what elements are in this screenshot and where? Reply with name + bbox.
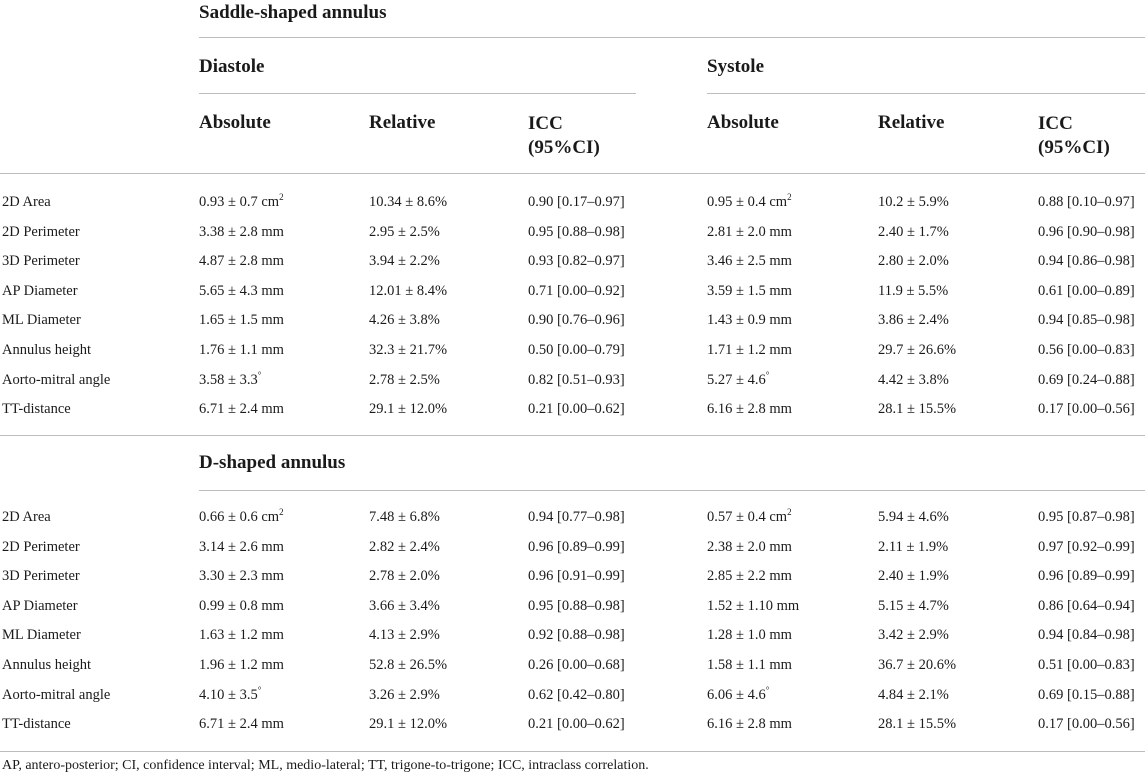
cell-s-icc: 0.17 [0.00–0.56] xyxy=(1038,401,1135,418)
unit-superscript: ° xyxy=(765,369,770,380)
header-diastole-relative: Relative xyxy=(369,112,436,133)
cell-s-abs: 6.16 ± 2.8 mm xyxy=(707,716,792,733)
cell-d-rel: 32.3 ± 21.7% xyxy=(369,342,448,358)
row-label: AP Diameter xyxy=(2,597,78,614)
header-systole-relative: Relative xyxy=(878,112,945,133)
cell-d-rel: 3.94 ± 2.2% xyxy=(369,253,440,270)
cell-s-icc: 0.69 [0.24–0.88] xyxy=(1038,371,1135,388)
cell-s-abs: 2.81 ± 2.0 mm xyxy=(707,223,792,240)
row-label: 3D Perimeter xyxy=(2,253,80,270)
cell-d-icc: 0.96 [0.89–0.99] xyxy=(528,538,625,555)
cell-d-abs: 6.71 ± 2.4 mm xyxy=(199,716,284,733)
cell-s-rel: 28.1 ± 15.5% xyxy=(878,401,957,418)
unit-superscript: 2 xyxy=(279,192,284,203)
cell-s-rel: 2.40 ± 1.7% xyxy=(878,223,949,240)
cell-d-icc: 0.21 [0.00–0.62] xyxy=(528,401,625,418)
rule-section-divider xyxy=(0,435,1145,436)
cell-s-rel: 29.7 ± 26.6% xyxy=(878,342,957,358)
cell-d-rel: 12.01 ± 8.4% xyxy=(369,282,448,299)
cell-s-abs: 3.46 ± 2.5 mm xyxy=(707,253,792,270)
cell-d-rel: 52.8 ± 26.5% xyxy=(369,657,448,673)
row-label: 3D Perimeter xyxy=(2,568,80,585)
cell-d-rel: 7.48 ± 6.8% xyxy=(369,509,440,525)
cell-s-abs: 2.38 ± 2.0 mm xyxy=(707,538,792,555)
row-label: Annulus height xyxy=(2,342,92,358)
cell-d-rel: 29.1 ± 12.0% xyxy=(369,401,448,418)
cell-s-abs: 1.58 ± 1.1 mm xyxy=(707,657,792,673)
cell-s-rel: 11.9 ± 5.5% xyxy=(878,282,949,299)
cell-d-abs: 3.30 ± 2.3 mm xyxy=(199,568,284,585)
cell-s-rel: 2.40 ± 1.9% xyxy=(878,568,949,585)
row-label: ML Diameter xyxy=(2,312,81,329)
cell-d-abs: 1.63 ± 1.2 mm xyxy=(199,627,284,644)
cell-d-rel: 2.78 ± 2.5% xyxy=(369,371,440,388)
cell-s-icc: 0.96 [0.89–0.99] xyxy=(1038,568,1135,585)
cell-s-icc: 0.94 [0.86–0.98] xyxy=(1038,253,1135,270)
rule-under-systole xyxy=(707,93,1145,94)
cell-s-rel: 5.15 ± 4.7% xyxy=(878,597,949,614)
cell-s-icc: 0.56 [0.00–0.83] xyxy=(1038,342,1135,358)
cell-s-icc: 0.69 [0.15–0.88] xyxy=(1038,686,1135,703)
cell-d-icc: 0.62 [0.42–0.80] xyxy=(528,686,625,703)
cell-d-abs: 1.96 ± 1.2 mm xyxy=(199,657,284,673)
cell-d-abs: 3.38 ± 2.8 mm xyxy=(199,223,284,240)
cell-d-icc: 0.96 [0.91–0.99] xyxy=(528,568,625,585)
cell-d-rel: 3.26 ± 2.9% xyxy=(369,686,440,703)
cell-d-abs: 4.10 ± 3.5° xyxy=(199,684,262,703)
header-diastole-icc: ICC (95%CI) xyxy=(528,113,600,158)
cell-s-icc: 0.94 [0.85–0.98] xyxy=(1038,312,1135,329)
cell-d-icc: 0.92 [0.88–0.98] xyxy=(528,627,625,644)
cell-d-abs: 0.93 ± 0.7 $cm^2$ xyxy=(199,192,284,210)
unit-superscript: 2 xyxy=(787,192,792,203)
row-label: Annulus height xyxy=(2,657,92,673)
cell-s-icc: 0.86 [0.64–0.94] xyxy=(1038,597,1135,614)
rule-under-d-shaped-title xyxy=(199,490,1145,491)
cell-d-abs: 6.71 ± 2.4 mm xyxy=(199,401,284,418)
cell-s-rel: 3.86 ± 2.4% xyxy=(878,312,949,329)
cell-d-rel: 10.34 ± 8.6% xyxy=(369,194,448,210)
section-title-saddle: Saddle-shaped annulus xyxy=(199,2,387,23)
cell-s-rel: 2.11 ± 1.9% xyxy=(878,538,949,555)
cell-d-icc: 0.26 [0.00–0.68] xyxy=(528,657,625,673)
cell-d-icc: 0.21 [0.00–0.62] xyxy=(528,716,625,733)
cell-s-icc: 0.94 [0.84–0.98] xyxy=(1038,627,1135,644)
cell-s-abs: 1.52 ± 1.10 mm xyxy=(707,597,800,614)
cell-s-rel: 2.80 ± 2.0% xyxy=(878,253,949,270)
cell-d-icc: 0.90 [0.17–0.97] xyxy=(528,194,625,210)
cell-s-abs: 1.28 ± 1.0 mm xyxy=(707,627,792,644)
row-label: ML Diameter xyxy=(2,627,81,644)
unit-superscript: 2 xyxy=(279,507,284,518)
cell-s-rel: 4.84 ± 2.1% xyxy=(878,686,949,703)
unit-superscript: ° xyxy=(257,369,262,380)
cell-d-icc: 0.95 [0.88–0.98] xyxy=(528,597,625,614)
cell-s-abs: 1.43 ± 0.9 mm xyxy=(707,312,792,329)
section-title-d-shaped: D-shaped annulus xyxy=(199,452,346,473)
cell-d-icc: 0.82 [0.51–0.93] xyxy=(528,371,625,388)
cell-s-abs: 0.95 ± 0.4 $cm^2$ xyxy=(707,192,792,210)
cell-s-rel: 3.42 ± 2.9% xyxy=(878,627,949,644)
rule-under-section-title xyxy=(199,37,1145,38)
cell-d-rel: 29.1 ± 12.0% xyxy=(369,716,448,733)
row-label: 2D Perimeter xyxy=(2,538,80,555)
cell-d-rel: 4.13 ± 2.9% xyxy=(369,627,440,644)
cell-s-icc: 0.97 [0.92–0.99] xyxy=(1038,538,1135,555)
cell-d-rel: 2.78 ± 2.0% xyxy=(369,568,440,585)
row-label: Aorto-mitral angle xyxy=(2,686,111,703)
cell-s-abs: 3.59 ± 1.5 mm xyxy=(707,282,792,299)
cell-s-rel: 36.7 ± 20.6% xyxy=(878,657,957,673)
cell-d-abs: 0.99 ± 0.8 mm xyxy=(199,597,284,614)
table-footnote: AP, antero-posterior; CI, confidence interval; ML, medio-lateral; TT, trigone-to-trigone; ICC, intraclass correlation. xyxy=(2,758,649,773)
unit-superscript: ° xyxy=(257,684,262,695)
header-systole-icc: ICC (95%CI) xyxy=(1038,113,1110,158)
rule-under-diastole xyxy=(199,93,636,94)
cell-d-abs: 1.76 ± 1.1 mm xyxy=(199,342,284,358)
rule-table-bottom xyxy=(0,751,1145,752)
cell-d-abs: 0.66 ± 0.6 $cm^2$ xyxy=(199,507,284,525)
cell-s-rel: 10.2 ± 5.9% xyxy=(878,194,949,210)
row-label: 2D Area xyxy=(2,509,51,525)
cell-s-icc: 0.88 [0.10–0.97] xyxy=(1038,194,1135,210)
cell-d-icc: 0.95 [0.88–0.98] xyxy=(528,223,625,240)
cell-s-icc: 0.17 [0.00–0.56] xyxy=(1038,716,1135,733)
cell-s-icc: 0.51 [0.00–0.83] xyxy=(1038,657,1135,673)
row-label: 2D Perimeter xyxy=(2,223,80,240)
row-label: TT-distance xyxy=(2,401,71,418)
cell-s-abs: 6.06 ± 4.6° xyxy=(707,684,770,703)
cell-d-icc: 0.93 [0.82–0.97] xyxy=(528,253,625,270)
cell-d-icc: 0.50 [0.00–0.79] xyxy=(528,342,625,358)
cell-d-abs: 4.87 ± 2.8 mm xyxy=(199,253,284,270)
row-label: 2D Area xyxy=(2,194,51,210)
header-diastole: Diastole xyxy=(199,56,265,77)
unit-superscript: 2 xyxy=(787,507,792,518)
cell-d-icc: 0.90 [0.76–0.96] xyxy=(528,312,625,329)
header-diastole-absolute: Absolute xyxy=(199,112,271,133)
cell-d-abs: 1.65 ± 1.5 mm xyxy=(199,312,284,329)
cell-d-rel: 2.95 ± 2.5% xyxy=(369,223,440,240)
cell-s-abs: 2.85 ± 2.2 mm xyxy=(707,568,792,585)
row-label: Aorto-mitral angle xyxy=(2,371,111,388)
cell-d-abs: 3.58 ± 3.3° xyxy=(199,369,262,388)
rule-header-bottom xyxy=(0,173,1145,174)
header-systole-absolute: Absolute xyxy=(707,112,779,133)
cell-d-rel: 4.26 ± 3.8% xyxy=(369,312,440,329)
cell-d-icc: 0.71 [0.00–0.92] xyxy=(528,282,625,299)
row-label: TT-distance xyxy=(2,716,71,733)
header-systole: Systole xyxy=(707,56,764,77)
cell-d-abs: 5.65 ± 4.3 mm xyxy=(199,282,284,299)
cell-s-rel: 5.94 ± 4.6% xyxy=(878,509,949,525)
cell-s-rel: 4.42 ± 3.8% xyxy=(878,371,949,388)
cell-d-rel: 3.66 ± 3.4% xyxy=(369,597,440,614)
unit-superscript: ° xyxy=(765,684,770,695)
cell-s-rel: 28.1 ± 15.5% xyxy=(878,716,957,733)
cell-s-icc: 0.96 [0.90–0.98] xyxy=(1038,223,1135,240)
cell-s-icc: 0.95 [0.87–0.98] xyxy=(1038,509,1135,525)
cell-s-abs: 0.57 ± 0.4 $cm^2$ xyxy=(707,507,792,525)
row-label: AP Diameter xyxy=(2,282,78,299)
cell-s-abs: 1.71 ± 1.2 mm xyxy=(707,342,792,358)
cell-s-abs: 6.16 ± 2.8 mm xyxy=(707,401,792,418)
cell-d-icc: 0.94 [0.77–0.98] xyxy=(528,509,625,525)
cell-s-icc: 0.61 [0.00–0.89] xyxy=(1038,282,1135,299)
cell-d-rel: 2.82 ± 2.4% xyxy=(369,538,440,555)
cell-s-abs: 5.27 ± 4.6° xyxy=(707,369,770,388)
cell-d-abs: 3.14 ± 2.6 mm xyxy=(199,538,284,555)
